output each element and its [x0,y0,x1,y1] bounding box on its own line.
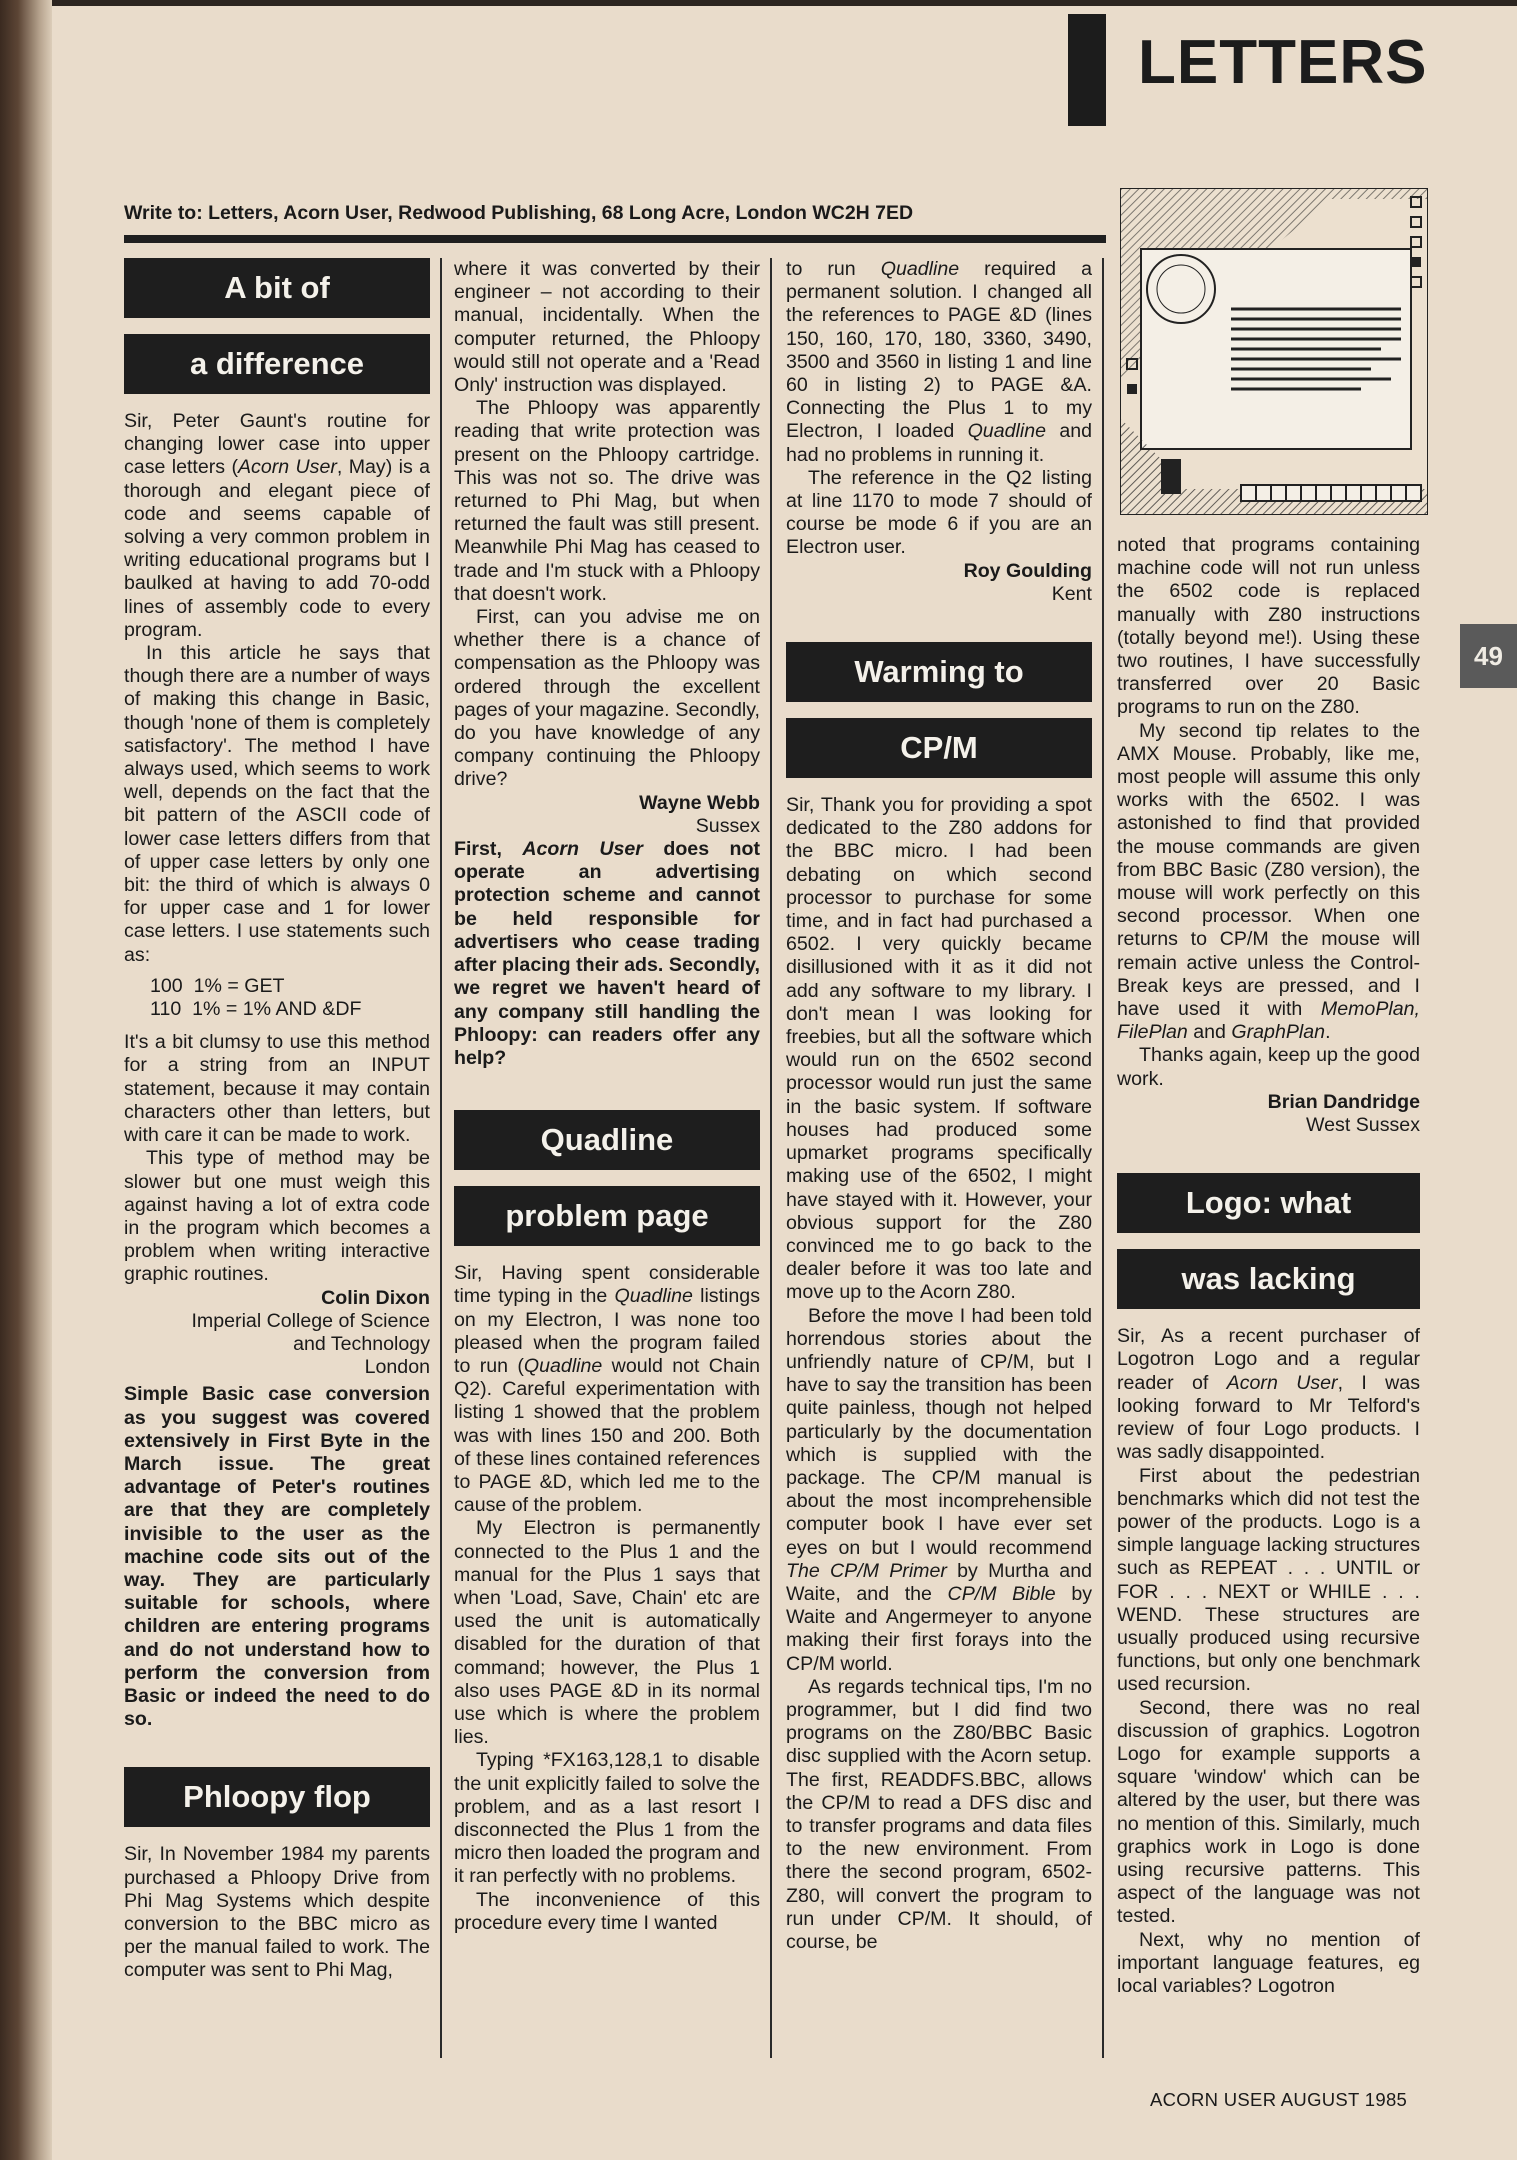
book-spine [0,0,52,2160]
headline-bar: a difference [124,334,430,394]
signature: Brian Dandridge [1267,1090,1420,1113]
letter-paragraph: Sir, In November 1984 my parents purchased a Phloopy Drive from Phi Mag Systems which despite conversion to the BBC micro as per the manual failed to work. The computer was sent to Phi Mag, [124,1843,430,1982]
headline-bar: Phloopy flop [124,1767,430,1827]
letter-paragraph: First, can you advise me on whether there is a chance of compensation as the Phloopy was ordered through the excellent pages of your magazine. Secondly, do you have knowledge of any company continuing the Phloopy drive? [454,606,760,791]
letter-paragraph: Sir, Peter Gaunt's routine for changing lower case into upper case letters (Acorn User, May) is a thorough and elegant piece of code and seems capable of solving a very common problem in writing educational programs but I baulked at having to add 70-odd lines of assembly code to every program. [124,410,430,641]
headline-bar: Warming to [786,642,1092,702]
envelope-illustration [1120,188,1428,515]
letter-paragraph: Second, there was no real discussion of graphics. Logotron Logo for example supports a square 'window' which can be altered by the user, but there was no mention of this. Similarly, much graphics work in Logo is done using recursive patterns. This aspect of the language was not tested. [1117,1696,1420,1928]
letter-paragraph: Sir, Having spent considerable time typing in the Quadline listings on my Electron, I was none too pleased when the program failed to run (Quadline would not Chain Q2). Careful experimentation with listing 1 showed that the problem was with lines 150 and 200. Both of these lines contained references to PAGE &D, which led me to the cause of the problem. [454,1262,760,1517]
letter-paragraph: to run Quadline required a permanent solution. I changed all the references to PAGE &D (lines 150, 160, 170, 180, 3360, 3490, 3500 and 3560 in listing 1 and line 60 in listing 2) to PAGE &A. Connecting the Plus 1 to my Electron, I loaded Quadline and had no problems in running it. [786,258,1093,466]
write-to-address: Write to: Letters, Acorn User, Redwood Publishing, 68 Long Acre, London WC2H 7ED [124,202,914,224]
letter-paragraph: It's a bit clumsy to use this method for a string from an INPUT statement, because it may contain characters other than letters, but with care it can be made to work. [124,1031,430,1147]
letter-paragraph: noted that programs containing machine code will not run unless the 6502 code is replaced manually with Z80 instructions (totally beyond me!). Using these two routines, I have successfully transferred over 20 Basic programs to run on the Z80. [1117,534,1420,719]
letter-paragraph: The Phloopy was apparently reading that write protection was present on the Phloopy cartridge. This was not so. The drive was returned to Phi Mag, but when returned the fault was still present. Meanwhile Phi Mag has ceased to trade and I'm stuck with a Phloopy that doesn't work. [454,397,760,605]
footer-issue: ACORN USER AUGUST 1985 [1150,2089,1408,2110]
page-top-edge [52,0,1517,6]
code-line: 100 1% = GET [150,974,285,997]
signature-place: London [364,1356,430,1379]
letter-paragraph: The reference in the Q2 listing at line 1170 to mode 7 should of course be mode 6 if you are an Electron user. [786,466,1092,559]
letter-paragraph: My second tip relates to the AMX Mouse. Probably, like me, most people will assume this only works with the 6502. I was astonished to find that provided the mouse commands are given from BBC Basic (Z80 version), the mouse will work perfectly on this second processor. When one returns to CP/M the mouse will remain active unless the Control-Break keys are pressed, and I have used it with MemoPlan, FilePlan and GraphPlan. [1117,719,1420,1044]
editor-reply: First, Acorn User does not operate an advertising protection scheme and cannot be held responsible for advertisers who cease trading after placing their ads. Secondly, we regret we haven't heard of any company still handling the Phloopy: can readers offer any help? [454,838,760,1069]
letter-paragraph: My Electron is permanently connected to the Plus 1 and the manual for the Plus 1 says that when 'Load, Save, Chain' etc are used the unit is automatically disabled for the duration of that command; however, the Plus 1 also uses PAGE &D in its normal use which is where the problem lies. [454,1517,760,1749]
letter-paragraph: Next, why no mention of important language features, eg local variables? Logotron [1117,1928,1420,1997]
column-divider [770,258,772,2058]
letter-paragraph: Sir, Thank you for providing a spot dedicated to the Z80 addons for the BBC micro. I had been debating on which second processor to purchase for some time, and in fact had purchased a 6502. I very quickly became disillusioned with it as it did not add any software to my library. I don't mean I was looking for freebies, but all the software which would run on the 6502 second processor would run just the same in the basic system. If software houses had produced some upmarket programs specifically making use of the 6502, I might have stayed with it. However, your obvious support for the Z80 convinced me to go back to the dealer before it was too late and move up to the Acorn Z80. [786,794,1092,1304]
headline-bar: was lacking [1117,1249,1420,1309]
column-2 [454,258,760,1935]
editor-reply: Simple Basic case conversion as you suggest was covered extensively in First Byte in the March issue. The great advantage of Peter's routines are that they are completely invisible to the user as the machine code sits out of the way. They are particularly suitable for schools, where children are entering programs and do not understand how to perform the conversion from Basic or indeed the need to do so. [124,1383,430,1731]
column-1 [124,258,430,1983]
letter-paragraph: Typing *FX163,128,1 to disable the unit explicitly failed to solve the problem, and as a last resort I disconnected the Plus 1 from the micro then loaded the program and it ran perfectly with no problems. [454,1749,760,1888]
letter-paragraph: First about the pedestrian benchmarks which did not test the power of the products. Logo is a simple language lacking structures such as REPEAT . . . UNTIL or FOR . . . NEXT or WHILE . . . WEND. These structures are usually produced using recursive functions, but only one benchmark used recursion. [1117,1464,1420,1696]
column-3 [786,258,1092,1954]
signature-place: and Technology [293,1332,430,1355]
headline-bar: Logo: what [1117,1173,1420,1233]
headline-bar: A bit of [124,258,430,318]
letter-paragraph: The inconvenience of this procedure every time I wanted [454,1888,760,1934]
signature: Wayne Webb [639,791,760,814]
section-marker-block [1068,14,1106,126]
section-title: LETTERS [1138,28,1428,97]
signature-place: West Sussex [1306,1114,1420,1137]
column-divider [1102,258,1104,2058]
letter-paragraph: Before the move I had been told horrendous stories about the unfriendly nature of CP/M, but I have to say the transition has been quite painless, though not helped particularly by the documentation which is supplied with the package. The CP/M manual is about the most incomprehensible computer book I have ever set eyes on but I would recommend The CP/M Primer by Murtha and Waite, and the CP/M Bible by Waite and Angermeyer to anyone making their first forays into the CP/M world. [786,1304,1093,1675]
headline-bar: problem page [454,1186,760,1246]
signature-place: Imperial College of Science [191,1309,430,1332]
headline-bar: Quadline [454,1110,760,1170]
code-line: 110 1% = 1% AND &DF [150,998,362,1021]
signature-place: Sussex [695,814,760,837]
signature: Roy Goulding [963,559,1092,582]
page-number-tab: 49 [1460,624,1517,688]
letter-paragraph: Sir, As a recent purchaser of Logotron Logo and a regular reader of Acorn User, I was looking forward to Mr Telford's review of four Logo products. I was sadly disappointed. [1117,1325,1420,1464]
letter-paragraph: In this article he says that though there are a number of ways of making this change in Basic, though 'none of them is completely satisfactory'. The method I have always used, which seems to work well, depends on the fact that the bit pattern of the ASCII code of lower case letters differs from that of upper case letters by only one bit: the third of which is always 0 for upper case and 1 for lower case letters. I use statements such as: [124,642,430,966]
letter-paragraph: where it was converted by their engineer – not according to their manual, incidentally. When the computer returned, the Phloopy would still not operate and a 'Read Only' instruction was displayed. [454,258,760,397]
envelope-icon [1121,189,1427,514]
letter-paragraph: This type of method may be slower but one must weigh this against having a lot of extra code in the program which becomes a problem when writing interactive graphic routines. [124,1147,430,1286]
column-divider [440,258,442,2058]
headline-bar: CP/M [786,718,1092,778]
signature: Colin Dixon [321,1286,430,1309]
signature-place: Kent [1051,582,1092,605]
column-4 [1117,534,1420,1998]
header-rule [124,235,1106,243]
letter-paragraph: As regards technical tips, I'm no programmer, but I did find two programs on the Z80/BBC Basic disc supplied with the Acorn setup. The first, READDFS.BBC, allows the CP/M to read a DFS disc and to transfer programs and data files to the new environment. From there the second program, 6502-Z80, will convert the program to run under CP/M. It should, of course, be [786,1675,1092,1953]
letter-paragraph: Thanks again, keep up the good work. [1117,1044,1420,1090]
